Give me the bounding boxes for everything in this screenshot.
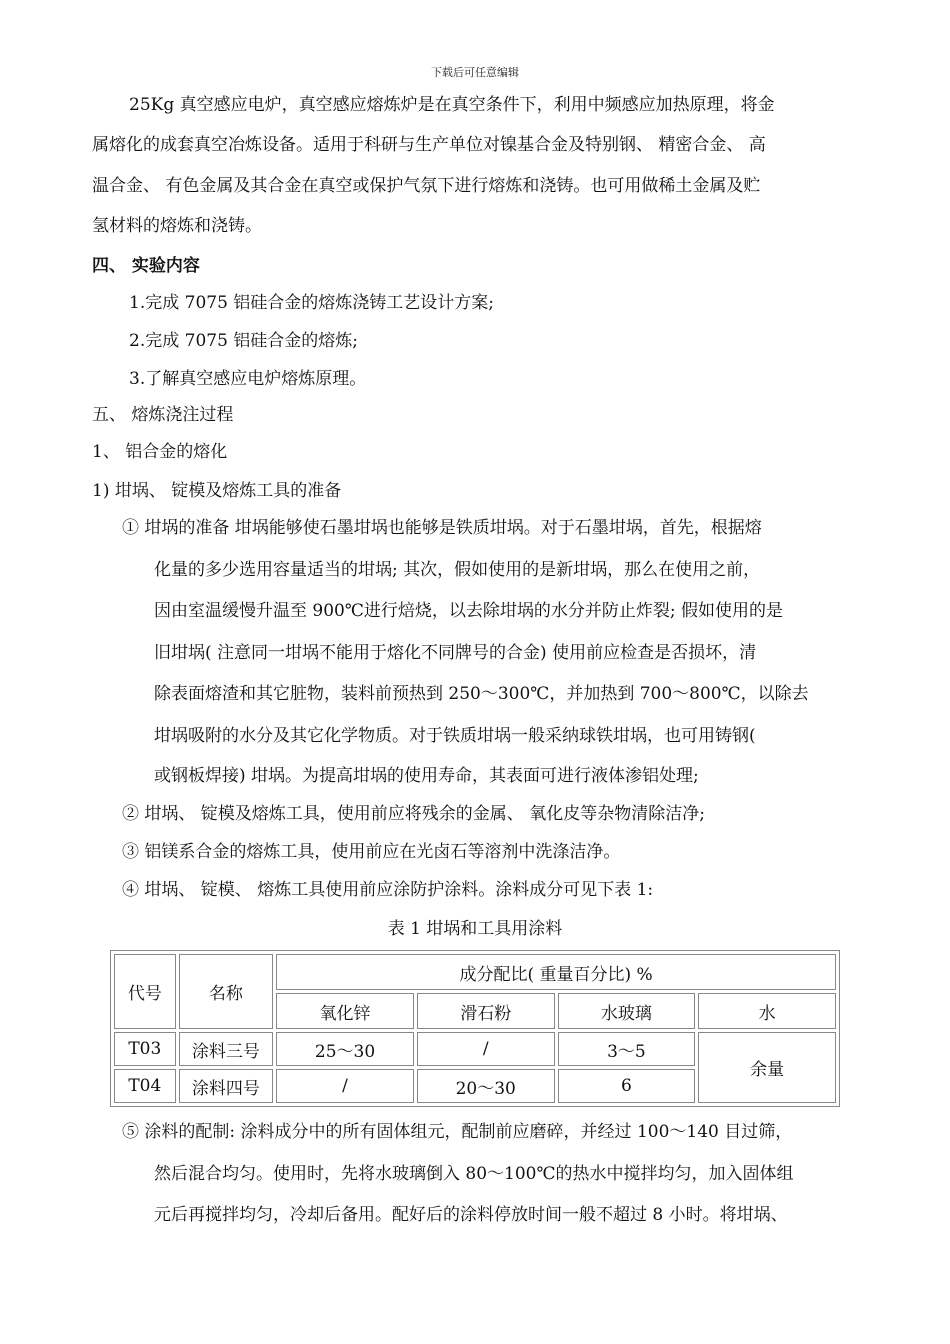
table-row bbox=[114, 1032, 836, 1066]
coating-table bbox=[110, 950, 840, 1107]
header-composition: 成分配比( 重量百分比) % bbox=[276, 954, 836, 990]
list-item: 2.完成 7075 铝硅合金的熔炼; bbox=[129, 331, 359, 351]
header-water-glass: 水玻璃 bbox=[558, 993, 696, 1029]
header-talc: 滑石粉 bbox=[417, 993, 555, 1029]
cell-zinc-oxide: / bbox=[276, 1069, 414, 1103]
header-zinc-oxide: 氧化锌 bbox=[276, 993, 414, 1029]
paragraph-line: 属熔化的成套真空冶炼设备。适用于科研与生产单位对镍基合金及特别钢、 精密合金、 高 bbox=[92, 135, 766, 155]
paragraph-line: 或钢板焊接) 坩埚。为提高坩埚的使用寿命，其表面可进行液体渗铝处理; bbox=[154, 766, 699, 786]
paragraph-line: 旧坩埚( 注意同一坩埚不能用于熔化不同牌号的合金) 使用前应检查是否损坏，清 bbox=[154, 643, 757, 663]
header-code: 代号 bbox=[114, 954, 176, 1029]
list-item: ② 坩埚、 锭模及熔炼工具，使用前应将残余的金属、 氧化皮等杂物清除洁净; bbox=[122, 804, 705, 824]
paragraph-line: 元后再搅拌均匀，冷却后备用。配好后的涂料停放时间一般不超过 8 小时。将坩埚、 bbox=[154, 1205, 788, 1225]
cell-water-glass: 3～5 bbox=[558, 1032, 696, 1066]
paragraph-line: 25Kg 真空感应电炉，真空感应熔炼炉是在真空条件下，利用中频感应加热原理，将金 bbox=[129, 95, 775, 115]
cell-talc: 20～30 bbox=[417, 1069, 555, 1103]
cell-code: T03 bbox=[114, 1032, 176, 1066]
cell-name: 涂料四号 bbox=[179, 1069, 274, 1103]
section-heading-5: 五、 熔炼浇注过程 bbox=[92, 405, 234, 425]
cell-zinc-oxide: 25～30 bbox=[276, 1032, 414, 1066]
cell-water-remainder: 余量 bbox=[698, 1032, 836, 1103]
list-item: ③ 铝镁系合金的熔炼工具，使用前应在光卤石等溶剂中洗涤洁净。 bbox=[122, 842, 621, 862]
paragraph-line: 化量的多少选用容量适当的坩埚; 其次，假如使用的是新坩埚，那么在使用之前， bbox=[154, 560, 761, 580]
cell-name: 涂料三号 bbox=[179, 1032, 274, 1066]
header-note: 下载后可任意编辑 bbox=[431, 66, 519, 79]
paragraph-line: 氢材料的熔炼和浇铸。 bbox=[92, 216, 262, 236]
subsection-heading: 1、 铝合金的熔化 bbox=[92, 442, 228, 462]
subsection-heading: 1) 坩埚、 锭模及熔炼工具的准备 bbox=[92, 481, 342, 501]
paragraph-line: ① 坩埚的准备 坩埚能够使石墨坩埚也能够是铁质坩埚。对于石墨坩埚，首先，根据熔 bbox=[122, 518, 762, 538]
paragraph-line: 温合金、 有色金属及其合金在真空或保护气氛下进行熔炼和浇铸。也可用做稀土金属及贮 bbox=[92, 176, 761, 196]
paragraph-line: 除表面熔渣和其它脏物，装料前预热到 250～300℃，并加热到 700～800℃，以除去 bbox=[154, 684, 809, 704]
list-item: 1.完成 7075 铝硅合金的熔炼浇铸工艺设计方案; bbox=[129, 293, 495, 313]
header-water: 水 bbox=[698, 993, 836, 1029]
table-caption: 表 1 坩埚和工具用涂料 bbox=[387, 919, 563, 939]
cell-code: T04 bbox=[114, 1069, 176, 1103]
paragraph-line: 因由室温缓慢升温至 900℃进行焙烧，以去除坩埚的水分并防止炸裂; 假如使用的是 bbox=[154, 601, 783, 621]
header-name: 名称 bbox=[179, 954, 274, 1029]
list-item: 3.了解真空感应电炉熔炼原理。 bbox=[129, 369, 367, 389]
paragraph-line: 坩埚吸附的水分及其它化学物质。对于铁质坩埚一般采纳球铁坩埚，也可用铸钢( bbox=[154, 726, 756, 746]
list-item: ⑤ 涂料的配制: 涂料成分中的所有固体组元，配制前应磨碎，并经过 100～140 目过筛， bbox=[122, 1122, 793, 1142]
list-item: ④ 坩埚、 锭模、 熔炼工具使用前应涂防护涂料。涂料成分可见下表 1: bbox=[122, 880, 654, 900]
cell-water-glass: 6 bbox=[558, 1069, 696, 1103]
section-heading-4: 四、 实验内容 bbox=[92, 256, 200, 276]
cell-talc: / bbox=[417, 1032, 555, 1066]
paragraph-line: 然后混合均匀。使用时，先将水玻璃倒入 80～100℃的热水中搅拌均匀，加入固体组 bbox=[154, 1164, 794, 1184]
